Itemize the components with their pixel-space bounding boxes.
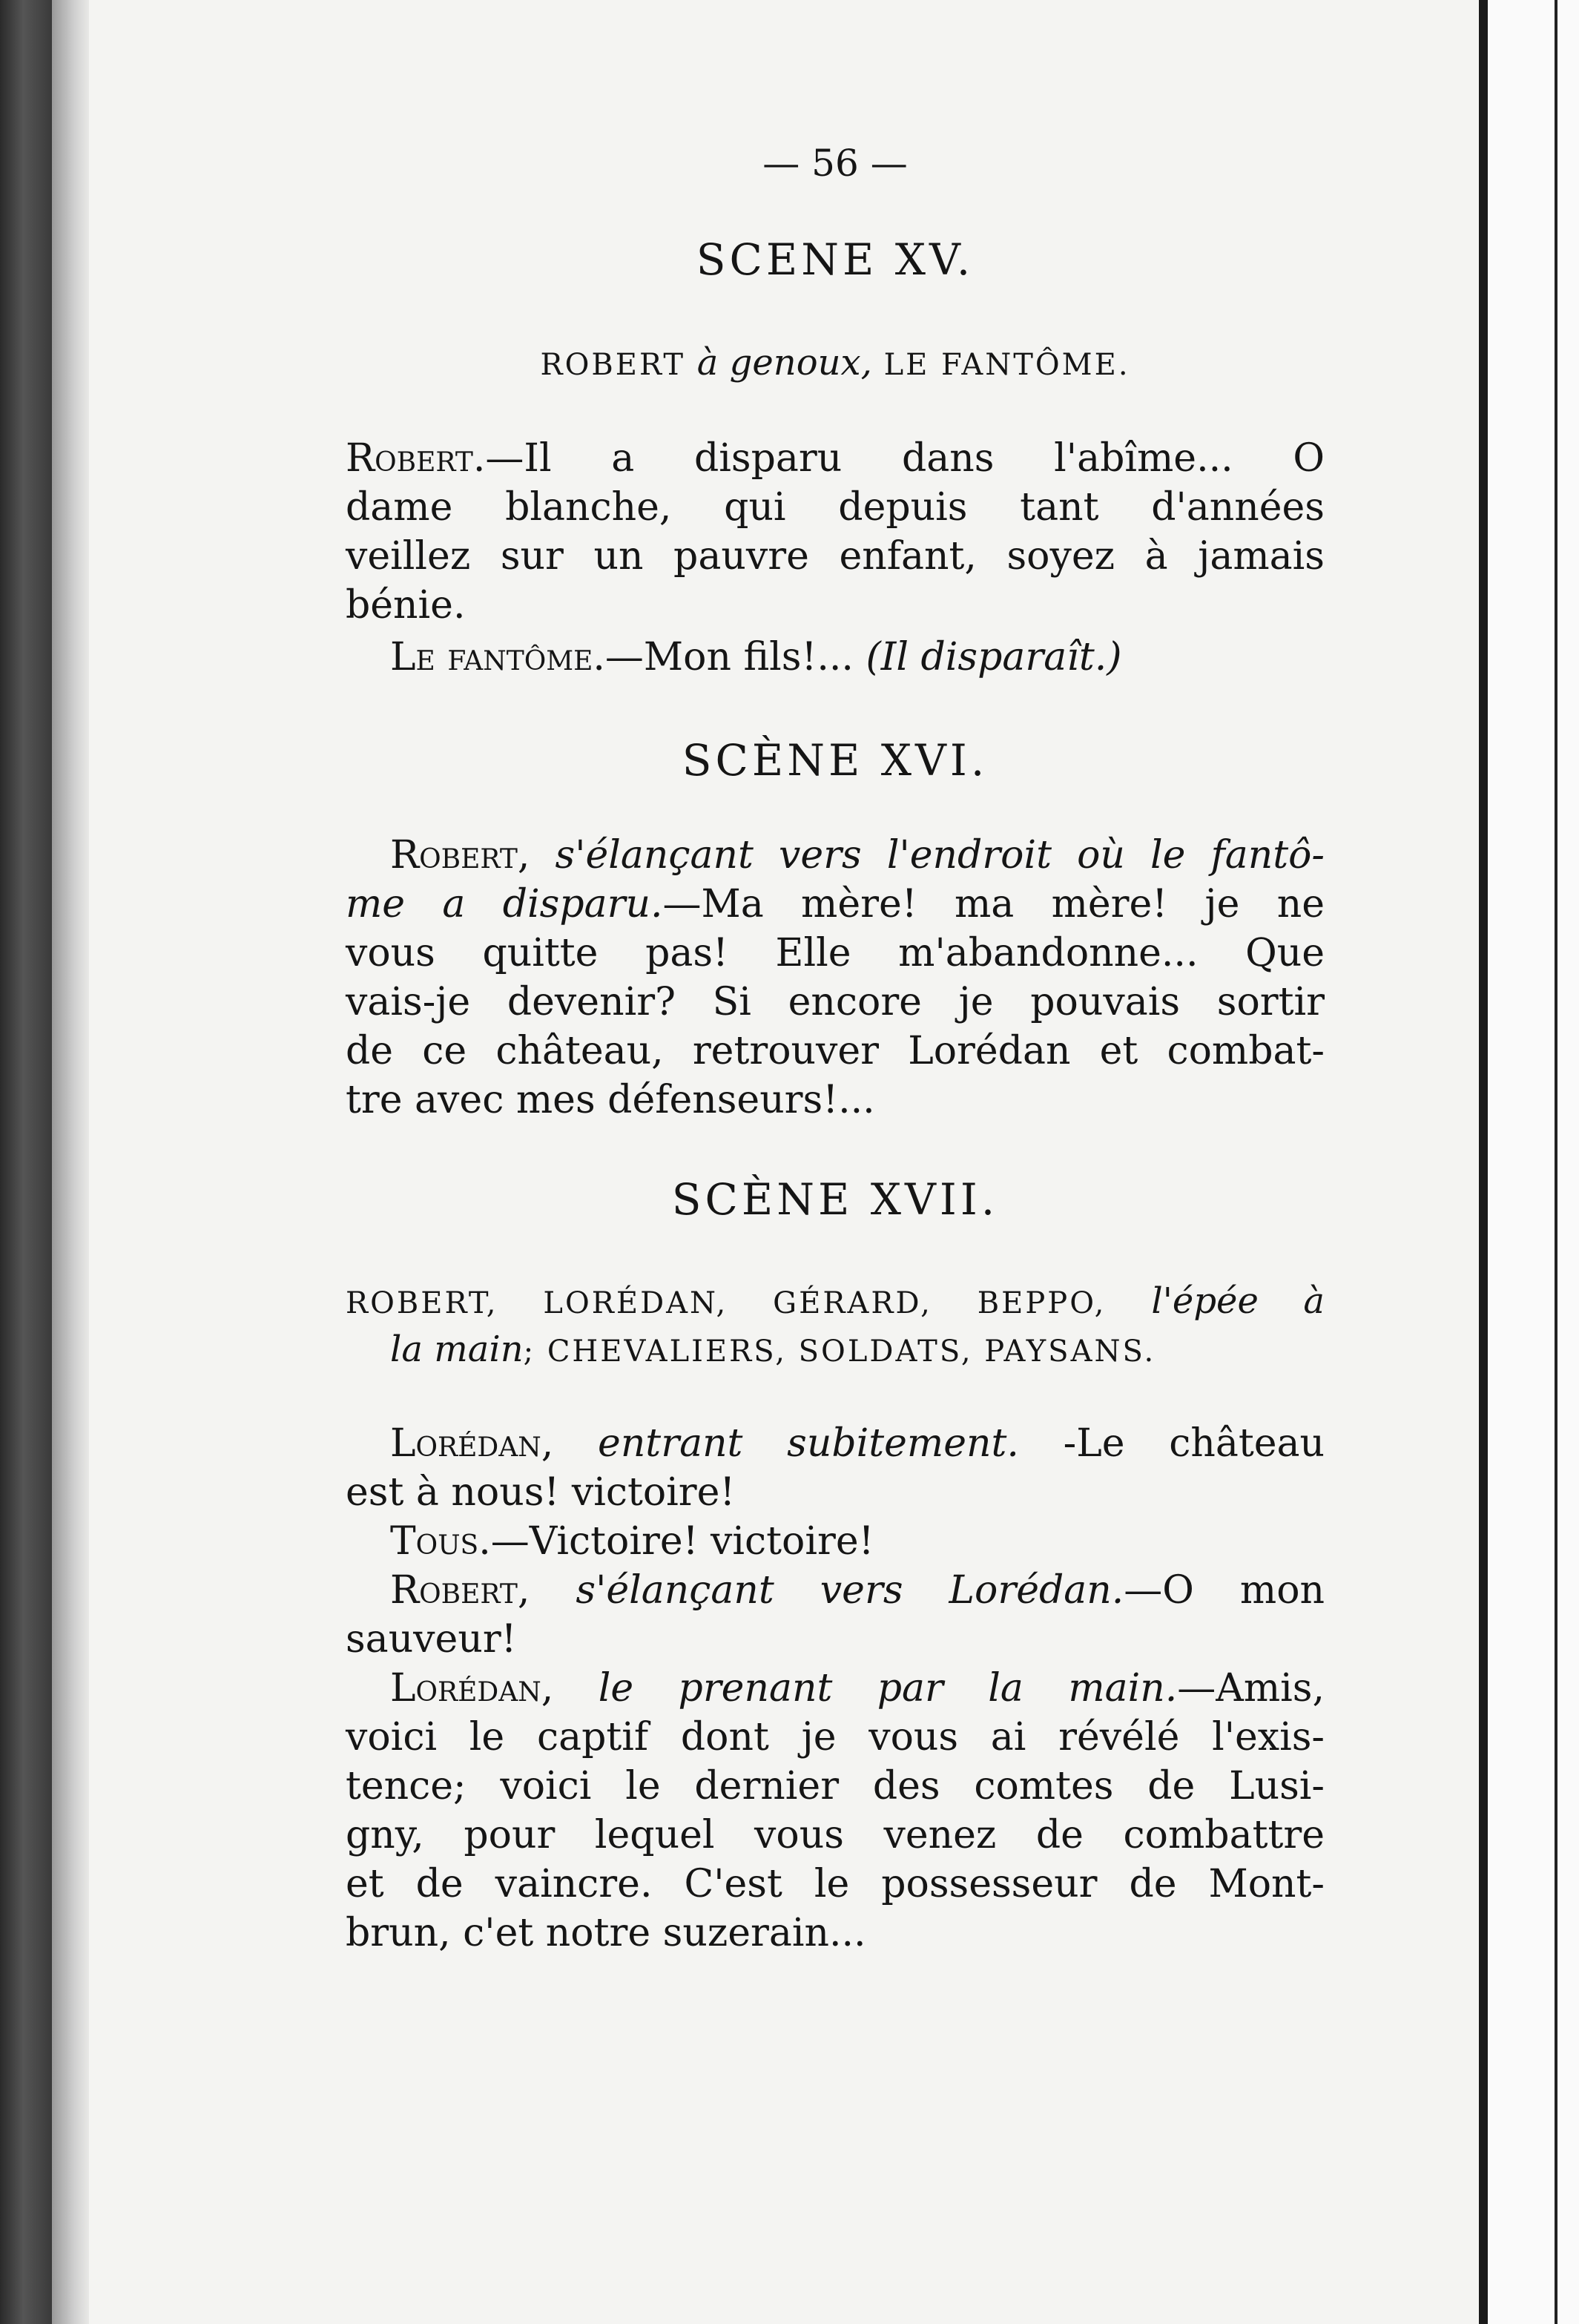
scene-15-heading: SCENE XV. [696,234,975,285]
speech-line: et de vaincre. C'est le possesseur de Mont- [346,1862,1325,1906]
speech-line-fantome [390,633,1325,682]
speech-line [346,880,1325,929]
speech-text: —O mon [1124,1568,1325,1613]
speech-line: de ce château, retrouver Lorédan et combat- [346,1029,1325,1073]
speech-line [390,1566,1325,1615]
stage-direction: entrant subitement. [598,1421,1019,1466]
speech-line [390,1419,1325,1468]
speech-line: vous quitte pas! Elle m'abandonne... Que [346,931,1325,975]
speech-line: dame blanche, qui depuis tant d'années [346,485,1325,530]
speaker-fantome: Le fantôme. [390,635,605,679]
cast-fantome: LE FANTÔME. [883,348,1130,382]
speech-line [390,1517,1325,1566]
page-text-block [346,126,1325,2277]
scene-17-heading: SCÈNE XVII. [671,1174,999,1225]
speech-line: gny, pour lequel vous venez de combattre [346,1813,1325,1857]
speech-line: tence; voici le dernier des comtes de Lusi- [346,1764,1325,1808]
page-number: — 56 — [762,142,908,185]
speech-line [390,1664,1325,1713]
stage-direction: (Il disparaît.) [866,635,1122,679]
speech-line [346,434,1325,483]
speaker-robert: Robert, [390,1568,530,1613]
speaker-loredan: Lorédan, [390,1421,554,1466]
speech-text: —Il a disparu dans l'abîme... O [485,436,1325,481]
scene-17-cast-line-2 [390,1328,1325,1371]
cast-direction: à genoux, [696,342,872,384]
speech-line: bénie. [346,583,466,628]
stage-direction: le prenant par la main. [598,1666,1178,1711]
scene-17-cast-line-1 [346,1280,1325,1323]
scene-15-cast [346,341,1325,384]
cast-direction: la main [390,1329,524,1370]
speech-text: -Le château [1063,1421,1325,1466]
speaker-robert: Robert, [390,833,530,878]
stage-direction: s'élançant vers Lorédan. [576,1568,1124,1613]
stage-direction: s'élançant vers l'endroit où le fantô- [555,833,1325,878]
cast-names: ; CHEVALIERS, SOLDATS, PAYSANS. [523,1334,1156,1369]
stage-direction: me a disparu. [346,882,663,926]
cast-direction: l'épée à [1151,1280,1325,1322]
speech-line: voici le captif dont je vous ai révélé l'exis- [346,1715,1325,1760]
book-gutter [52,0,89,2324]
speech-text: —Ma mère! ma mère! je ne [662,882,1325,926]
scene-16-heading: SCÈNE XVI. [682,735,989,786]
speech-text: —Mon fils!... [604,635,854,679]
cast-robert: ROBERT [540,348,686,382]
speech-line: vais-je devenir? Si encore je pouvais sortir [346,980,1325,1024]
cast-names: ROBERT, LORÉDAN, GÉRARD, BEPPO, [346,1286,1107,1320]
page-edge-line [1479,0,1488,2324]
speech-line: est à nous! victoire! [346,1470,736,1515]
speech-line: brun, c'et notre suzerain... [346,1911,866,1955]
speaker-tous: Tous. [390,1519,491,1564]
next-page-edge-line [1555,0,1557,2324]
book-binding-shadow [0,0,52,2324]
speech-line: veillez sur un pauvre enfant, soyez à jamais [346,534,1325,579]
next-page-strip [1488,0,1579,2324]
speaker-robert: Robert. [346,436,486,481]
speech-text: —Amis, [1177,1666,1325,1711]
speech-line: sauveur! [346,1617,517,1662]
speech-line [390,831,1325,880]
speech-line: tre avec mes défenseurs!... [346,1078,875,1122]
speaker-loredan: Lorédan, [390,1666,554,1711]
speech-text: —Victoire! victoire! [490,1519,874,1564]
